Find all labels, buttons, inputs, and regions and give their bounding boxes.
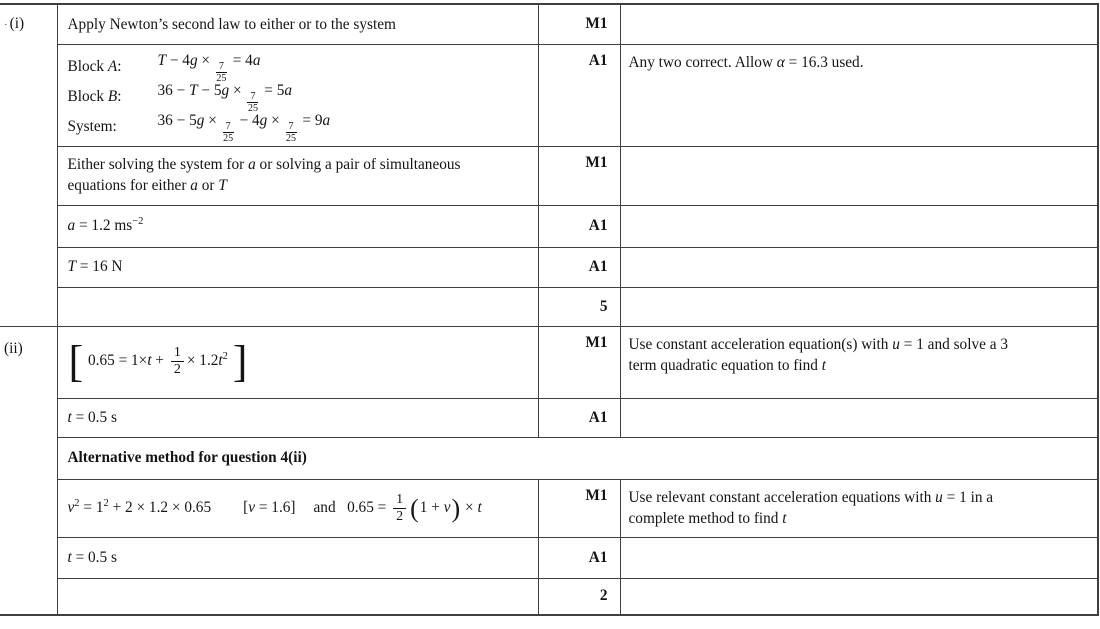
working-cell-alt-suvat [57,479,538,537]
mark-value: M1 [585,486,608,504]
comment-cell [620,205,1098,247]
equation-label: Block B: [67,87,122,105]
mark-cell-m1 [538,146,620,205]
mark-cell-a1 [538,44,620,146]
mark-cell-a1 [538,398,620,437]
part-i-text: (i) [9,15,25,32]
comment-cell-quadratic [620,326,1098,398]
working-cell-method [57,4,538,44]
total-marks-part-ii [538,578,620,615]
mark-cell-a1 [538,247,620,287]
working-cell-equations [57,44,538,146]
equation-text: T − 4g × $\frac{7}{25}$ = 4a [157,51,261,84]
comment-cell [620,146,1098,205]
working-text: [ 0.65 = 1×t + $\frac{1}{2}$ × $1.2t^2$ ] [68,337,248,386]
working-text: t = 0.5 s [67,548,117,566]
header-text: Alternative method for question 4(ii) [67,449,307,467]
total-value: 5 [599,297,608,315]
mark-value: M1 [585,153,608,171]
working-cell-acceleration [57,205,538,247]
working-text: T = 16 N [67,258,123,276]
comment-cell-any-two [620,44,1098,146]
working-cell-time [57,398,538,437]
comment-cell [620,398,1098,437]
comment-text: Use relevant constant acceleration equations with u = 1 in a complete method to find t [628,488,994,527]
comment-cell [620,287,1098,326]
mark-value: A1 [588,408,608,426]
mark-cell-a1 [538,205,620,247]
working-text: a = 1.2 $ms^{-2}$ [67,216,144,235]
working-cell-tension [57,247,538,287]
part-ii-text: (ii) [4,339,23,357]
working-cell-solving [57,146,538,205]
working-cell-empty [57,578,538,615]
part-label-ii [0,326,57,615]
total-marks-part-i [538,287,620,326]
comment-cell [620,4,1098,44]
total-value: 2 [599,587,608,605]
mark-value: M1 [585,333,608,351]
working-cell-suvat [57,326,538,398]
working-cell-empty [57,287,538,326]
comment-cell-complete-method [620,479,1098,537]
mark-value: A1 [588,258,608,275]
equation-label: System: [67,117,117,135]
part-label-i [0,4,57,326]
equation-text: 36 − T − 5g × $\frac{7}{25}$ = 5a [157,81,293,114]
working-cell-alt-time [57,537,538,578]
working-text: Apply Newton’s second law to either or to the system [67,15,396,33]
mark-value: A1 [588,548,608,566]
comment-cell [620,247,1098,287]
equation-label: Block A: [67,57,122,75]
equation-text: 36 − 5g × $\frac{7}{25}$ − 4g × $\frac{7}{25}$ = 9a [157,111,331,144]
working-text: $v^2 = 1^2 + 2 \times 1.2 \times 0.65$ [v = 1.6] and 0.65 = $\frac{1}{2}$ (1 + v) × t [67,492,482,524]
mark-cell-m1 [538,4,620,44]
comment-text: Any two correct. Allow α = 16.3 used. [628,53,864,71]
equation-system [68,112,530,142]
working-text: Either solving the system for a or solving a pair of simultaneous equations for either a or T [67,155,461,194]
comment-cell [620,578,1098,615]
comment-text: Use constant acceleration equation(s) with u = 1 and solve a 3 term quadratic equation to find t [628,335,1008,374]
mark-cell-a1 [538,537,620,578]
crop-artifact: · [4,19,8,31]
equation-block-a [68,52,530,82]
mark-cell-m1 [538,326,620,398]
mark-cell-m1 [538,479,620,537]
mark-value: M1 [585,15,608,33]
comment-cell [620,537,1098,578]
mark-value: A1 [588,217,608,234]
mark-scheme-table [0,3,1099,616]
equation-block-b [68,82,530,112]
mark-value: A1 [588,51,608,69]
alternative-method-header [57,437,1098,479]
working-text: t = 0.5 s [67,408,117,426]
